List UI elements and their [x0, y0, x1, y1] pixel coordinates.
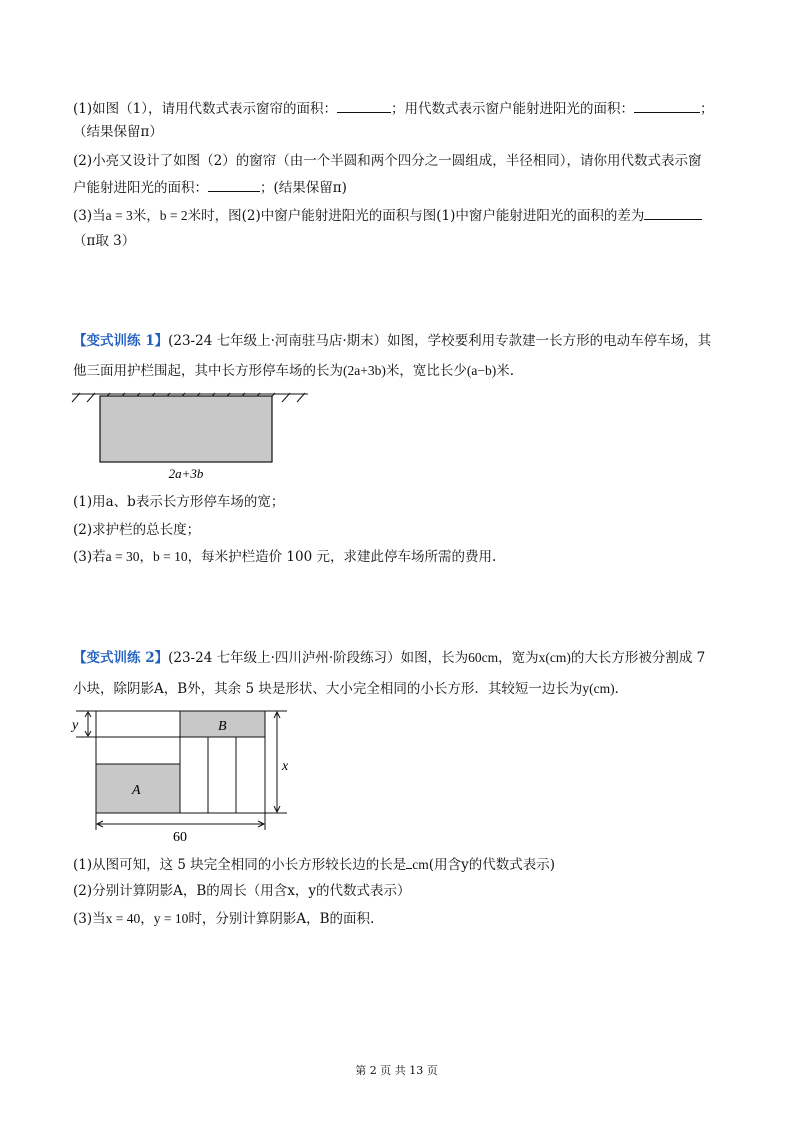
- exercise1-q2: (2)求护栏的总长度；: [73, 522, 201, 538]
- exercise2-q1: (1)从图可知，这 5 块完全相同的小长方形较长边的长是 cm(用含y的代数式表示): [73, 854, 555, 875]
- section1-q3-line1: (3)当a = 3米，b = 2米时，图(2)中窗户能射进阳光的面积与图(1)中窗户能射进阳光的面积的差为: [73, 205, 702, 226]
- exercise2-q2: (2)分别计算阴影A，B的周长（用含x，y的代数式表示）: [73, 883, 411, 899]
- answer-blank[interactable]: [644, 205, 702, 220]
- dimension-60: [96, 813, 265, 830]
- exercise2-intro-line2: 小块，除阴影A，B外，其余 5 块是形状、大小完全相同的小长方形．其较短一边长为y(cm)．: [73, 681, 629, 697]
- answer-blank[interactable]: [208, 177, 260, 192]
- label-a: A: [132, 783, 141, 798]
- exercise2-q3: (3)当x = 40，y = 10时，分别计算阴影A，B的面积.: [73, 911, 375, 927]
- parking-lot-diagram: [68, 388, 312, 482]
- label-b: B: [218, 719, 227, 734]
- section1-q1-note: （结果保留π）: [73, 124, 163, 140]
- page-footer: 第 2 页 共 13 页: [355, 1064, 438, 1077]
- section1-q3-note: （π取 3）: [73, 233, 136, 249]
- length-label: 2a+3b: [168, 466, 204, 481]
- answer-blank[interactable]: [634, 98, 700, 113]
- answer-blank[interactable]: [337, 98, 391, 113]
- parking-lot-rect: [100, 396, 272, 462]
- section1-q2-line1: (2)小亮又设计了如图（2）的窗帘（由一个半圆和两个四分之一圆组成，半径相同），请你用代数式表示窗: [73, 153, 702, 169]
- exercise2-intro-line1: 【变式训练 2】(23-24 七年级上·四川泸州·阶段练习）如图，长为60cm，宽为x(cm)的大长方形被分割成 7: [73, 650, 706, 666]
- exercise1-q1: (1)用a、b表示长方形停车场的宽；: [73, 494, 285, 510]
- rectangle-partition-diagram: [66, 704, 300, 844]
- exercise1-q3: (3)若a = 30，b = 10，每米护栏造价 100 元，求建此停车场所需的费用.: [73, 549, 497, 565]
- exercise2-tag: 【变式训练 2】: [73, 650, 169, 666]
- dimension-y: [76, 711, 96, 737]
- exercise1-intro-line1: 【变式训练 1】(23-24 七年级上·河南驻马店·期末）如图，学校要利用专款建一长方形的电动车停车场，其: [73, 333, 712, 349]
- section1-q1-line1: (1)如图（1），请用代数式表示窗帘的面积： ；用代数式表示窗户能射进阳光的面积： ；: [73, 98, 713, 119]
- label-60: 60: [173, 830, 187, 844]
- label-x: x: [282, 759, 289, 774]
- label-y: y: [72, 718, 79, 733]
- exercise1-intro-line2: 他三面用护栏围起，其中长方形停车场的长为(2a+3b)米，宽比长少(a−b)米.: [73, 363, 515, 379]
- exercise1-tag: 【变式训练 1】: [73, 333, 169, 349]
- section1-q2-line2: 户能射进阳光的面积： ；(结果保留π): [73, 177, 347, 198]
